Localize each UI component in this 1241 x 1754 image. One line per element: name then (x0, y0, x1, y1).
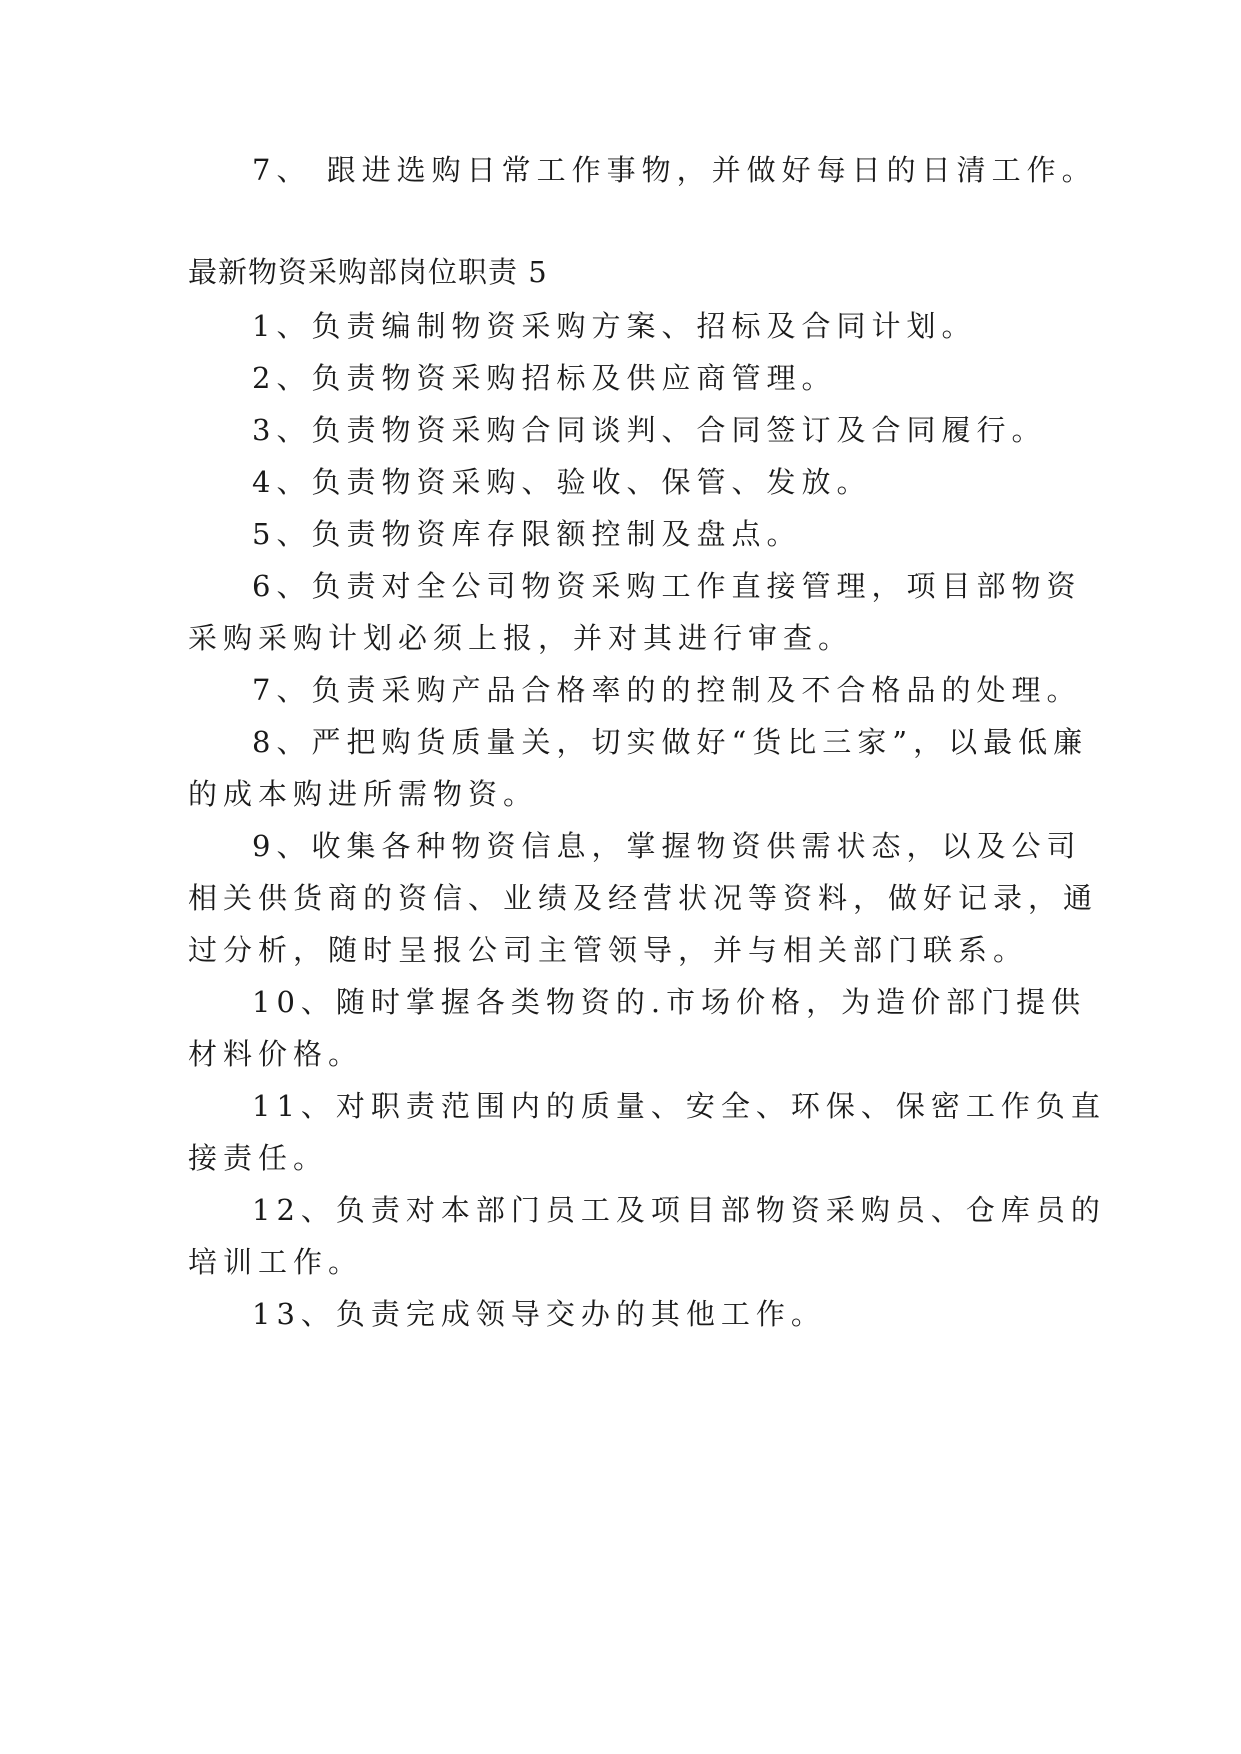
duty-item-12-line-1: 12、负责对本部门员工及项目部物资采购员、仓库员的 (252, 1193, 1106, 1227)
duty-item-2: 2、负责物资采购招标及供应商管理。 (252, 361, 837, 395)
duty-item-1: 1、负责编制物资采购方案、招标及合同计划。 (252, 309, 977, 343)
duty-item-9-line-3: 过分析，随时呈报公司主管领导，并与相关部门联系。 (188, 933, 1029, 967)
duty-item-7: 7、负责采购产品合格率的的控制及不合格品的处理。 (252, 673, 1082, 707)
duty-item-9-line-2: 相关供货商的资信、业绩及经营状况等资料，做好记录，通 (188, 881, 1099, 915)
duty-item-5: 5、负责物资库存限额控制及盘点。 (252, 517, 802, 551)
duty-item-8-line-1: 8、严把购货质量关，切实做好“货比三家”，以最低廉 (252, 725, 1089, 759)
duty-item-13: 13、负责完成领导交办的其他工作。 (252, 1297, 826, 1331)
duty-item-9-line-1: 9、收集各种物资信息，掌握物资供需状态，以及公司 (252, 829, 1082, 863)
duty-item-10-line-2: 材料价格。 (188, 1037, 364, 1071)
duty-item-10-line-1: 10、随时掌握各类物资的.市场价格，为造价部门提供 (252, 985, 1087, 1019)
duty-item-11-line-2: 接责任。 (188, 1141, 329, 1175)
duty-item-11-line-1: 11、对职责范围内的质量、安全、环保、保密工作负直 (252, 1089, 1106, 1123)
duty-item-3: 3、负责物资采购合同谈判、合同签订及合同履行。 (252, 413, 1047, 447)
duty-item-4: 4、负责物资采购、验收、保管、发放。 (252, 465, 872, 499)
section-heading: 最新物资采购部岗位职责 5 (188, 255, 548, 289)
duty-item-6-line-2: 采购采购计划必须上报，并对其进行审查。 (188, 621, 854, 655)
previous-item-7: 7、 跟进选购日常工作事物，并做好每日的日清工作。 (252, 153, 1097, 187)
duty-item-6-line-1: 6、负责对全公司物资采购工作直接管理，项目部物资 (252, 569, 1082, 603)
duty-item-12-line-2: 培训工作。 (188, 1245, 364, 1279)
duty-item-8-line-2: 的成本购进所需物资。 (188, 777, 539, 811)
